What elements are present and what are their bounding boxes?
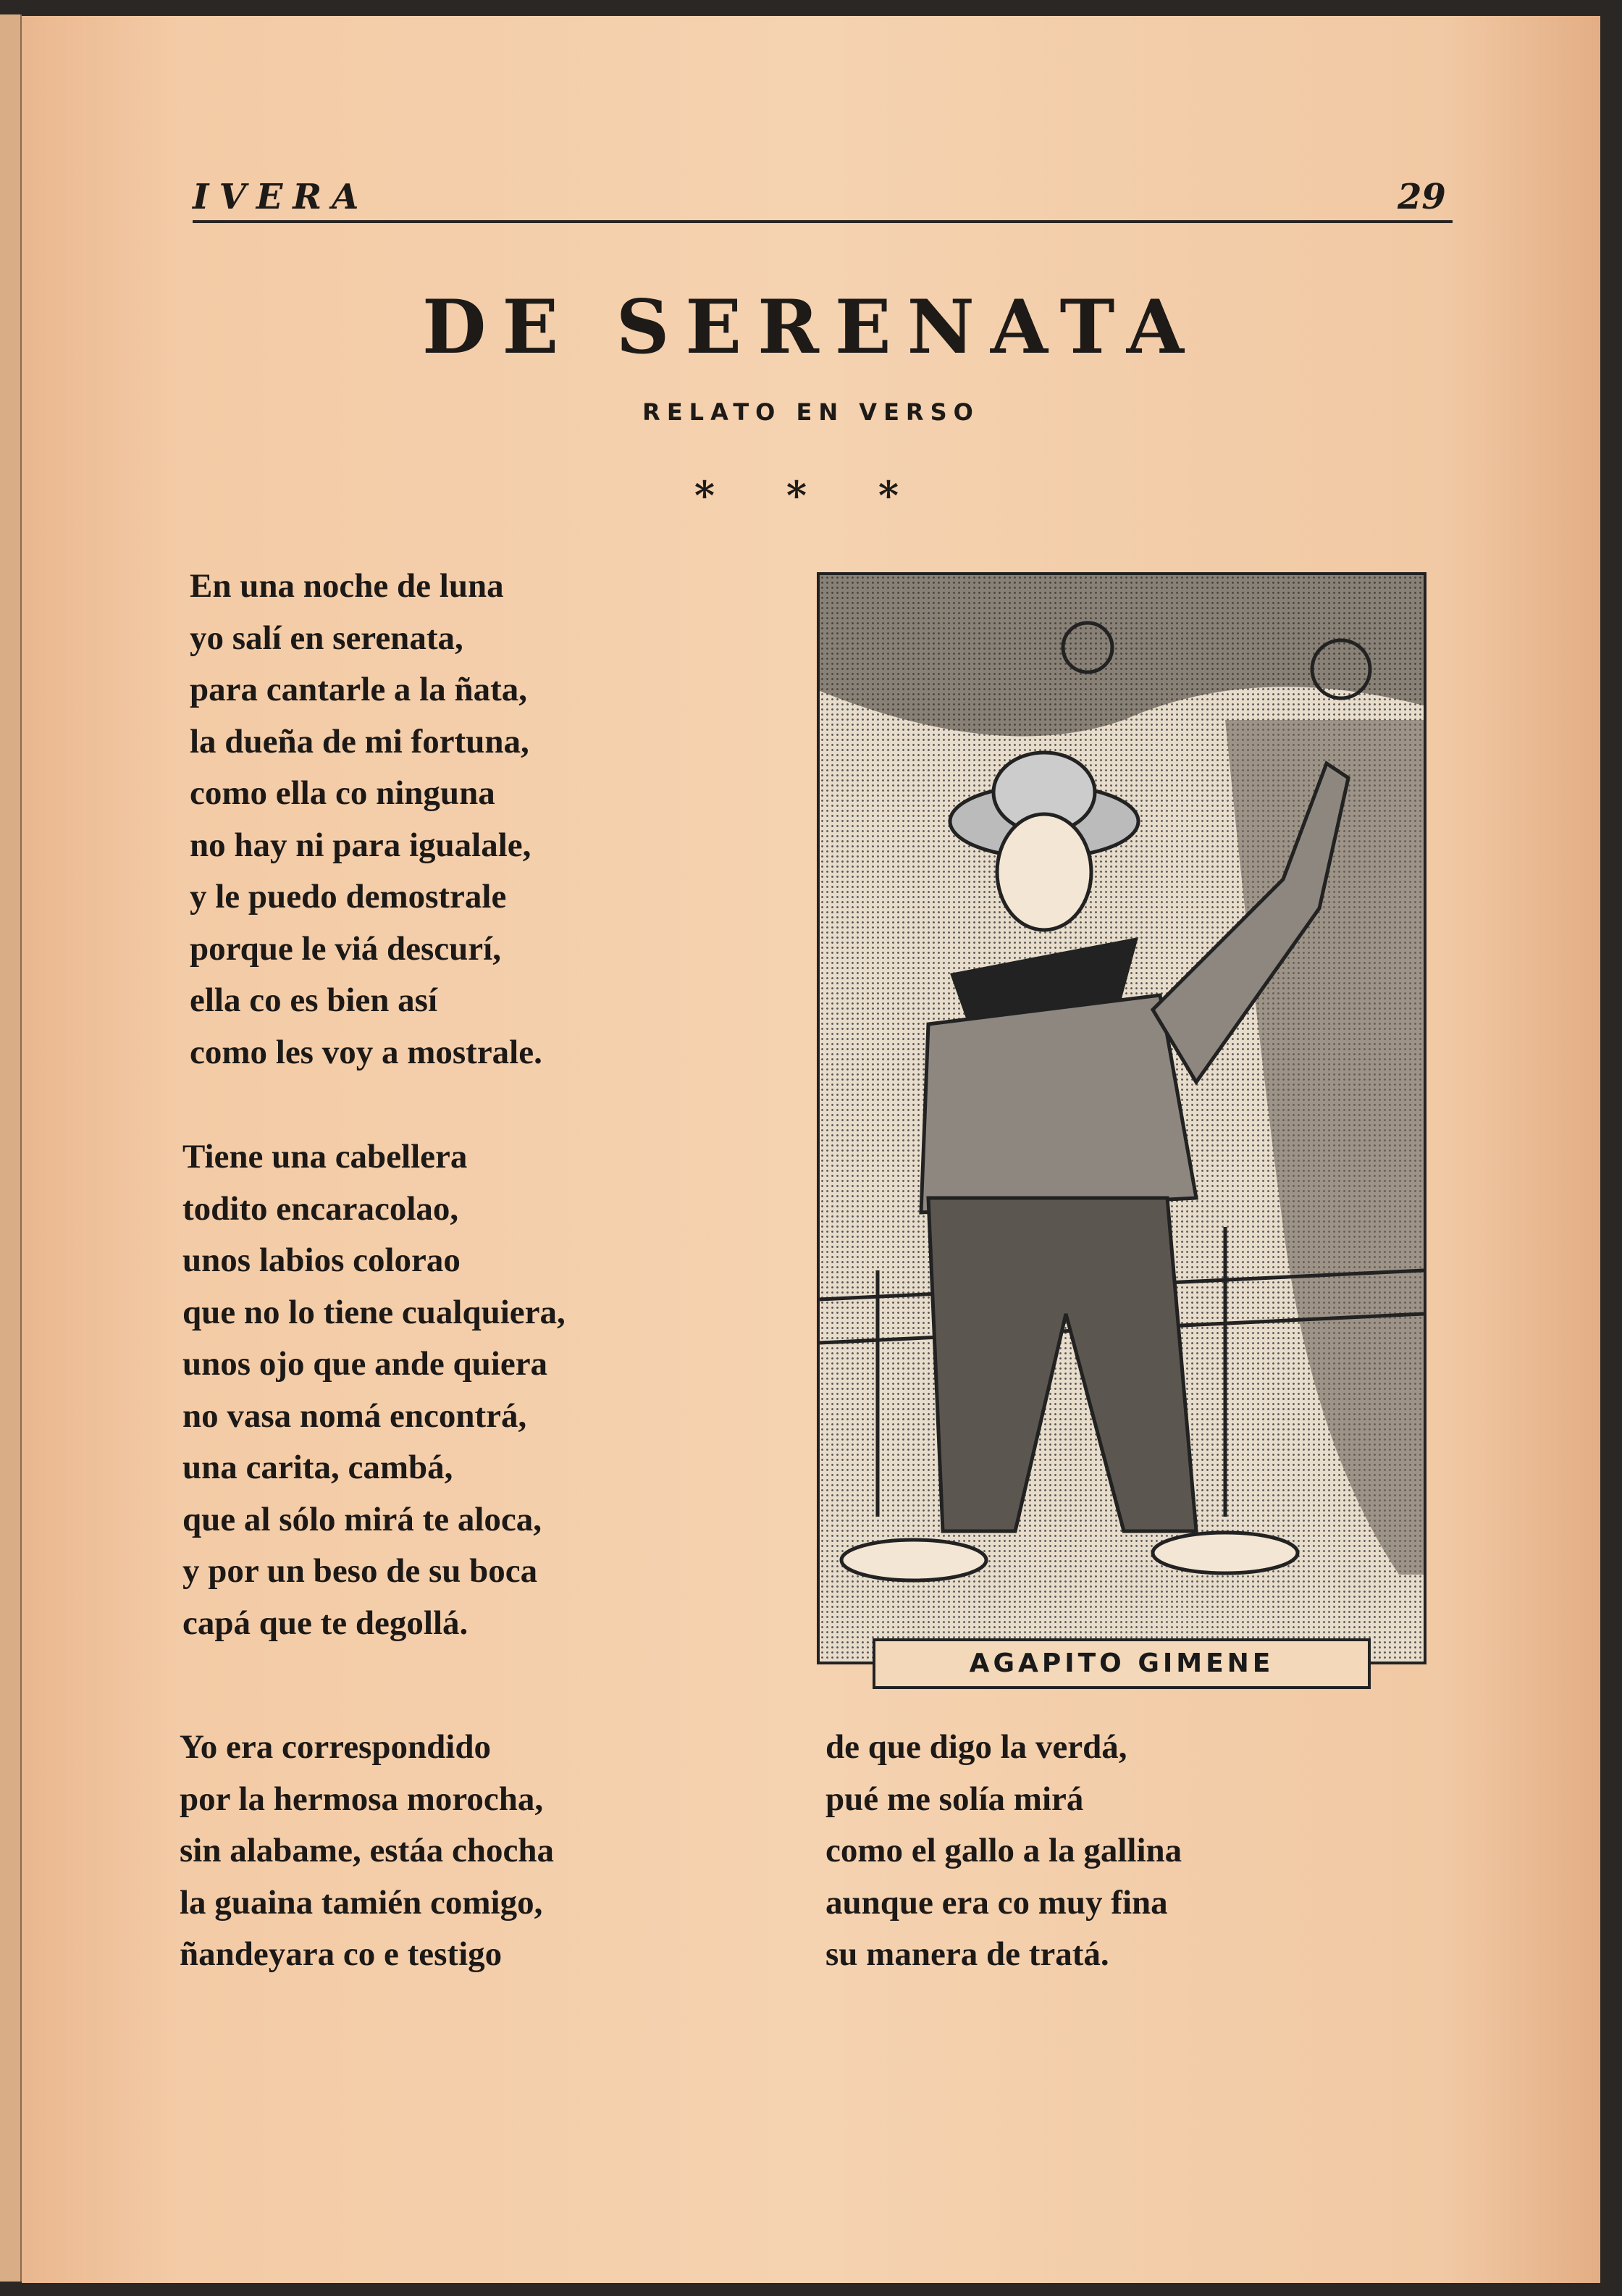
page [22, 16, 1600, 2283]
verse-line: y le puedo demostrale [190, 878, 507, 916]
separator-asterisks: * * * [694, 472, 928, 519]
verse-line: su manera de tratá. [825, 1935, 1109, 1973]
verse-line: como el gallo a la gallina [825, 1832, 1182, 1869]
verse-line: sin alabame, estáa chocha [180, 1832, 554, 1869]
header-rule [193, 220, 1453, 223]
verse-line: una carita, cambá, [182, 1449, 453, 1486]
poem-subtitle: RELATO EN VERSO [642, 398, 980, 426]
verse-line: todito encaracolao, [182, 1189, 459, 1228]
verse-line: porque le viá descurí, [190, 929, 501, 968]
adjacent-page-edge [0, 14, 22, 2282]
verse-line: unos labios colorao [182, 1241, 461, 1279]
verse-line: aunque era co muy fina [825, 1883, 1168, 1922]
verse-line: no hay ni para igualale, [190, 826, 531, 864]
stanza-3-continued [825, 1722, 1182, 1981]
poem-title: DE SERENATA [422, 284, 1200, 371]
illustration-caption-banner: AGAPITO GIMENE [873, 1638, 1371, 1689]
verse-line: ñandeyara co e testigo [180, 1935, 503, 1973]
verse-line: de que digo la verdá, [825, 1728, 1127, 1766]
verse-line: pué me solía mirá [825, 1780, 1084, 1818]
verse-line: la guaina tamién comigo, [180, 1883, 543, 1922]
verse-line: la dueña de mi fortuna, [190, 722, 529, 761]
boy-illustration-drawing [820, 575, 1424, 1662]
verse-line: unos ojo que ande quiera [182, 1345, 548, 1383]
verse-line: y por un beso de su boca [182, 1552, 538, 1590]
verse-line: para cantarle a la ñata, [190, 671, 528, 708]
illustration-boy-under-tree [817, 572, 1426, 1664]
stanza-2 [182, 1131, 566, 1649]
running-header-magazine: IVERA [193, 177, 369, 217]
verse-line: que no lo tiene cualquiera, [182, 1293, 566, 1331]
page-number: 29 [1398, 177, 1446, 217]
verse-line: por la hermosa morocha, [180, 1780, 544, 1818]
verse-line: Yo era correspondido [180, 1728, 491, 1766]
verse-line: como ella co ninguna [190, 774, 495, 812]
verse-line: no vasa nomá encontrá, [182, 1396, 527, 1435]
verse-line: como les voy a mostrale. [190, 1033, 542, 1071]
stanza-3 [180, 1722, 554, 1981]
verse-line: yo salí en serenata, [190, 619, 463, 657]
stanza-1 [190, 561, 542, 1078]
verse-line: ella co es bien así [190, 981, 438, 1019]
verse-line: Tiene una cabellera [182, 1138, 468, 1176]
verse-line: que al sólo mirá te aloca, [182, 1500, 542, 1538]
verse-line: capá que te degollá. [182, 1604, 468, 1642]
verse-line: En una noche de luna [190, 567, 504, 605]
